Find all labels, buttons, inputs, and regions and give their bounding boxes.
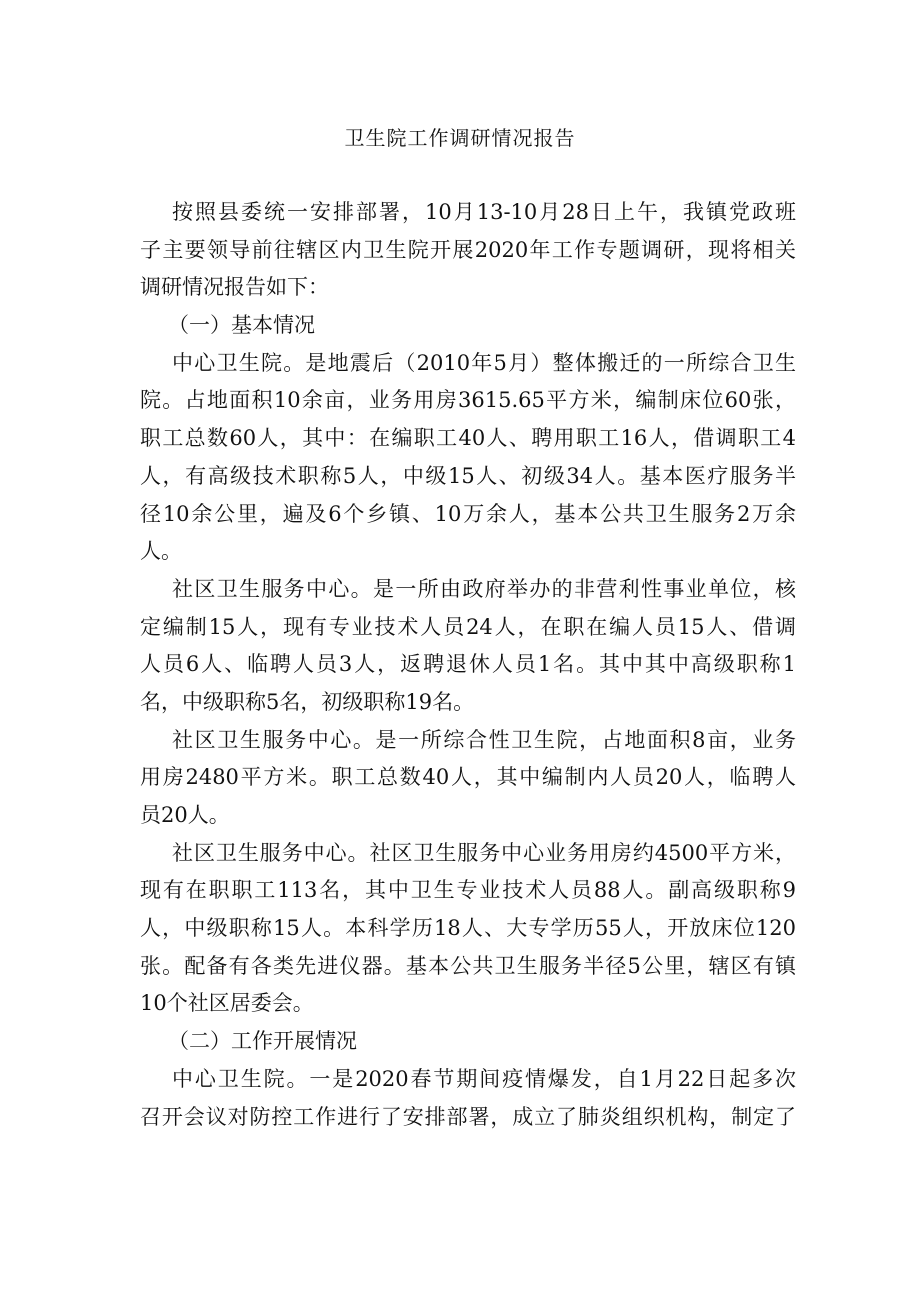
text-line: 调研情况报告如下： bbox=[140, 275, 329, 300]
text-line: 职工总数60人，其中：在编职工40人、聘用职工16人，借调职工4 bbox=[140, 426, 796, 451]
text-line: 名，中级职称5名，初级职称19名。 bbox=[140, 689, 475, 714]
text-line: 子主要领导前往辖区内卫生院开展2020年工作专题调研，现将相关 bbox=[140, 237, 796, 262]
text-line: 按照县委统一安排部署，10月13-10月28日上午，我镇党政班 bbox=[172, 200, 796, 224]
text-line: 径10余公里，遍及6个乡镇、10万余人，基本公共卫生服务2万余 bbox=[140, 501, 796, 526]
text-line: 现有在职职工113名，其中卫生专业技术人员88人。副高级职称9 bbox=[140, 878, 796, 903]
document-body bbox=[140, 194, 796, 1136]
text-line: 定编制15人，现有专业技术人员24人，在职在编人员15人、借调 bbox=[140, 614, 796, 639]
text-line: 用房2480平方米。职工总数40人，其中编制内人员20人，临聘人 bbox=[140, 765, 796, 790]
text-line: 人，有高级技术职称5人，中级15人、初级34人。基本医疗服务半 bbox=[140, 463, 796, 488]
text-line: 人员6人、临聘人员3人，返聘退休人员1名。其中其中高级职称1 bbox=[140, 652, 796, 677]
text-line: 中心卫生院。是地震后（2010年5月）整体搬迁的一所综合卫生 bbox=[172, 350, 796, 375]
text-line: 员20人。 bbox=[140, 803, 230, 827]
document-title: 卫生院工作调研情况报告 bbox=[344, 126, 576, 150]
section-heading: （二）工作开展情况 bbox=[168, 1029, 357, 1054]
text-line: 10个社区居委会。 bbox=[140, 991, 314, 1016]
text-line: 人。 bbox=[140, 539, 182, 564]
section-heading: （一）基本情况 bbox=[168, 313, 315, 338]
text-line: 召开会议对防控工作进行了安排部署，成立了肺炎组织机构，制定了 bbox=[140, 1104, 796, 1129]
text-line: 中心卫生院。一是2020春节期间疫情爆发，自1月22日起多次 bbox=[172, 1066, 796, 1091]
text-line: 院。占地面积10余亩，业务用房3615.65平方米，编制床位60张， bbox=[140, 388, 796, 413]
text-line: 张。配备有各类先进仪器。基本公共卫生服务半径5公里，辖区有镇 bbox=[140, 953, 796, 978]
text-line: 社区卫生服务中心。社区卫生服务中心业务用房约4500平方米， bbox=[172, 840, 796, 865]
text-line: 人，中级职称15人。本科学历18人、大专学历55人，开放床位120 bbox=[140, 916, 796, 941]
text-line: 社区卫生服务中心。是一所由政府举办的非营利性事业单位，核 bbox=[172, 576, 796, 601]
text-line: 社区卫生服务中心。是一所综合性卫生院，占地面积8亩，业务 bbox=[172, 727, 796, 752]
